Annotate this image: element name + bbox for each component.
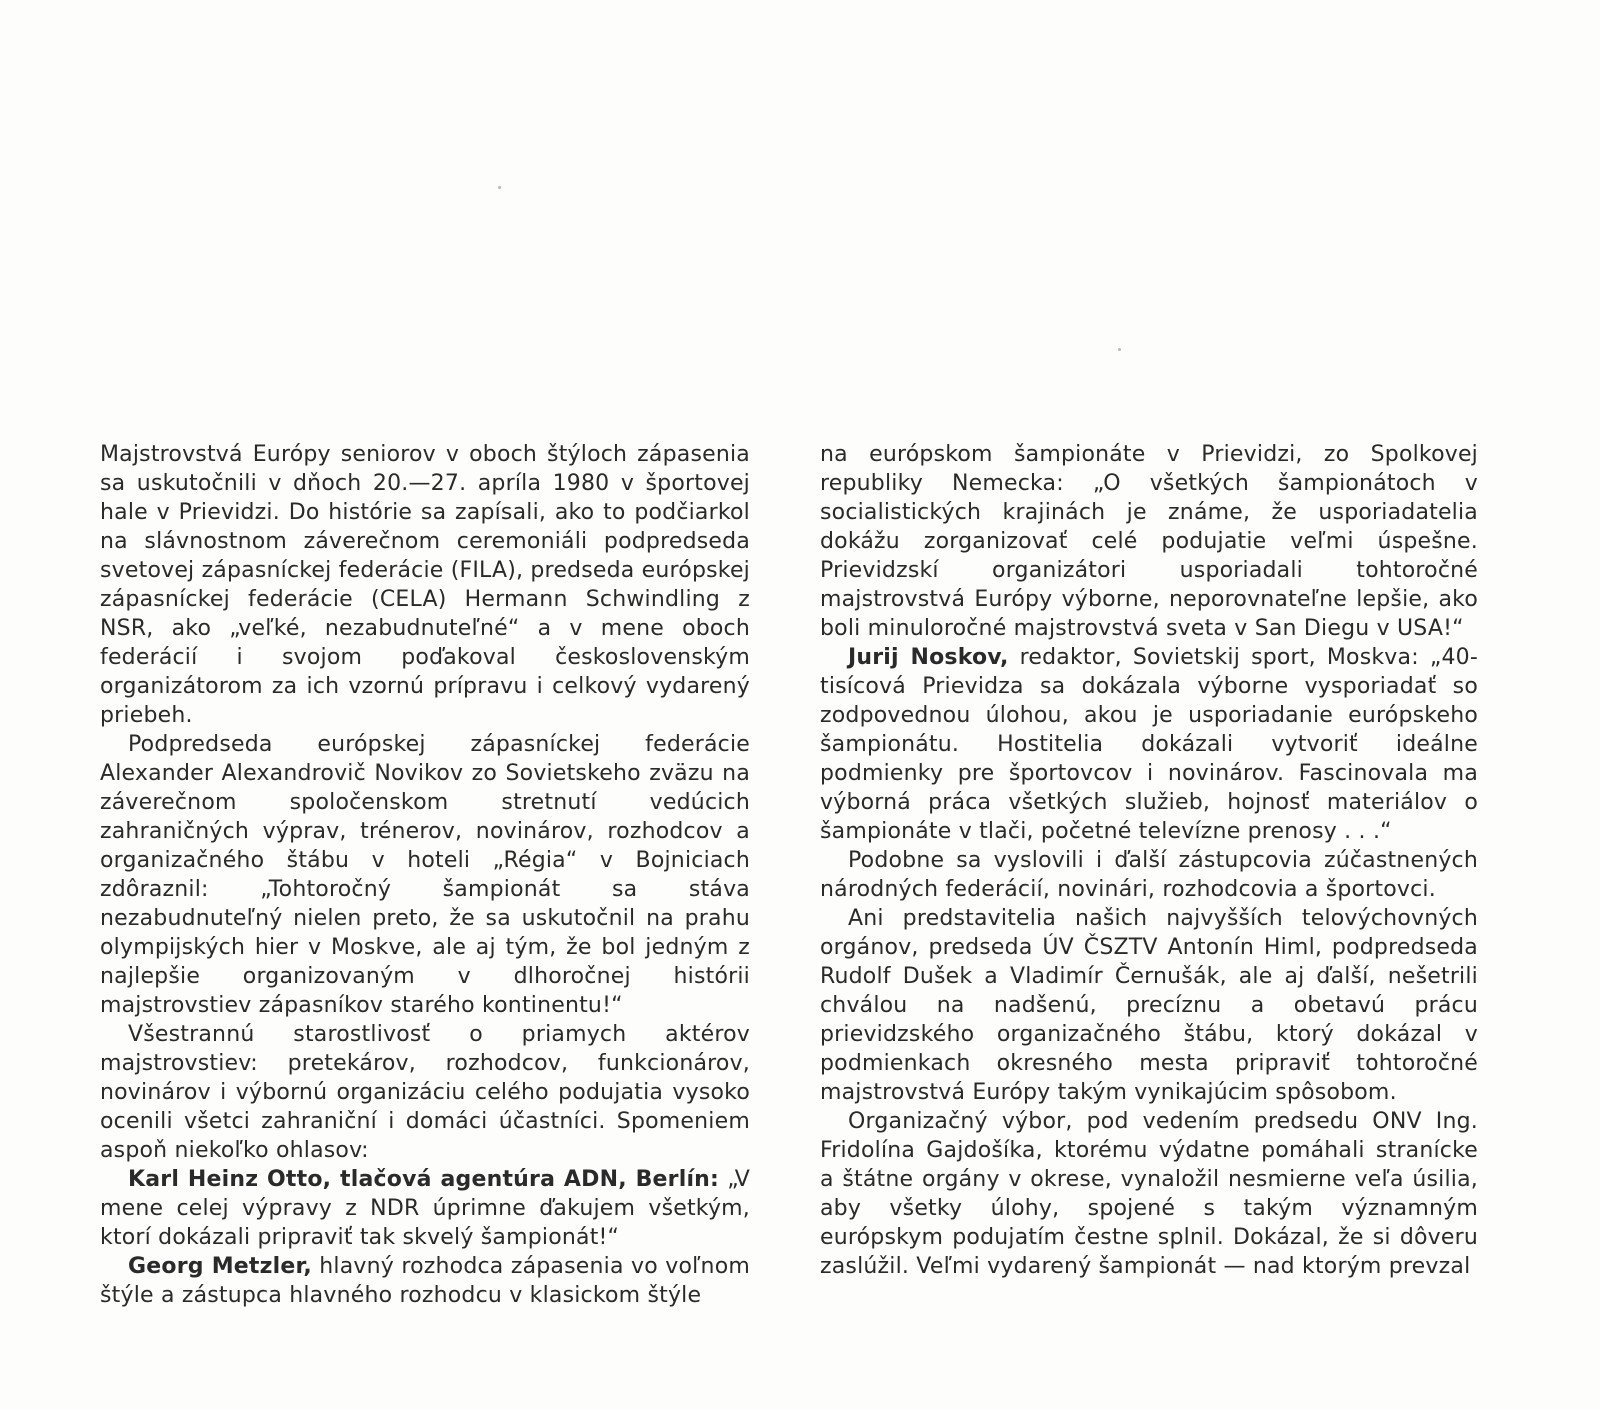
paragraph: Podobne sa vyslovili i ďalší zástupcovia zúčastnených národných federácií, novinári, rozhodcovia a športovci. bbox=[820, 848, 1478, 902]
paragraph: Majstrovstvá Európy seniorov v oboch štýloch zápasenia sa uskutočnili v dňoch 20.—27. apríla 1980 v športovej hale v Prievidzi. Do histórie sa zapísali, ako to podčiarkol na slávnostnom záverečnom ceremoniáli podpredseda svetovej zápasníckej federácie (FILA), predseda európskej zápasníckej federácie (CELA) Hermann Schwindling z NSR, ako „veľké, nezabudnuteľné“ a v mene oboch federácií i svojom poďakoval československým organizátorom za ich vzornú prípravu i celkový vydarený priebeh. bbox=[100, 442, 750, 728]
quote-text: redaktor, Sovietskij sport, Moskva: „40-tisícová Prievidza sa dokázala výborne vysporiadať so zodpovednou úlohou, akou je usporiadanie európskeho šampionátu. Hostitelia dokázali vytvoriť ideálne podmienky pre športovcov i novinárov. Fascinovala ma výborná práca všetkých služieb, hojnosť materiálov o šampionáte v tlači, početné televízne prenosy . . .“ bbox=[820, 645, 1478, 844]
quote-text: hlavný rozhodca zápasenia vo voľnom štýle a zástupca hlavného rozhodcu v klasickom štýle bbox=[100, 1254, 750, 1308]
quoted-person-name: Jurij Noskov, bbox=[848, 645, 1009, 670]
quote-paragraph bbox=[100, 1252, 750, 1310]
paragraph: Všestrannú starostlivosť o priamych aktérov majstrovstiev: pretekárov, rozhodcov, funkcionárov, novinárov i výbornú organizáciu celého podujatia vysoko ocenili všetci zahraniční i domáci účastníci. Spomeniem aspoň niekoľko ohlasov: bbox=[100, 1022, 750, 1163]
quoted-person-name: Karl Heinz Otto, tlačová agentúra ADN, Berlín: bbox=[128, 1167, 720, 1192]
quote-text: „V mene celej výpravy z NDR úprimne ďakujem všetkým, ktorí dokázali pripraviť tak skvelý šampionát!“ bbox=[100, 1167, 750, 1250]
quote-paragraph bbox=[100, 1165, 750, 1252]
left-text-column bbox=[100, 440, 750, 1310]
quote-paragraph bbox=[820, 643, 1478, 846]
paper-speck bbox=[1118, 348, 1121, 351]
paragraph: na európskom šampionáte v Prievidzi, zo Spolkovej republiky Nemecka: „O všetkých šampionátoch v socialistických krajinách je známe, že usporiadatelia dokážu zorganizovať celé podujatie veľmi úspešne. Prievidzskí organizátori usporiadali tohtoročné majstrovstvá Európy výborne, neporovnateľne lepšie, ako boli minuloročné majstrovstvá sveta v San Diegu v USA!“ bbox=[820, 442, 1478, 641]
paragraph: Ani predstavitelia našich najvyšších telovýchovných orgánov, predseda ÚV ČSZTV Antonín Himl, podpredseda Rudolf Dušek a Vladimír Černušák, ale aj ďalší, nešetrili chválou na nadšenú, precíznu a obetavú prácu prievidzského organizačného štábu, ktorý dokázal v podmienkach okresného mesta pripraviť tohtoročné majstrovstvá Európy takým vynikajúcim spôsobom. bbox=[820, 906, 1478, 1105]
right-text-column bbox=[820, 440, 1478, 1281]
paper-speck bbox=[498, 186, 501, 189]
quoted-person-name: Georg Metzler, bbox=[128, 1254, 312, 1279]
paragraph: Podpredseda európskej zápasníckej federácie Alexander Alexandrovič Novikov zo Sovietskeho zväzu na záverečnom spoločenskom stretnutí vedúcich zahraničných výprav, trénerov, novinárov, rozhodcov a organizačného štábu v hoteli „Régia“ v Bojniciach zdôraznil: „Tohtoročný šampionát sa stáva nezabudnuteľný nielen preto, že sa uskutočnil na prahu olympijských hier v Moskve, ale aj tým, že bol jedným z najlepšie organizovaným v dlhoročnej histórii majstrovstiev zápasníkov starého kontinentu!“ bbox=[100, 732, 750, 1018]
paragraph: Organizačný výbor, pod vedením predsedu ONV Ing. Fridolína Gajdošíka, ktorému výdatne pomáhali stranícke a štátne orgány v okrese, vynaložil nesmierne veľa úsilia, aby všetky úlohy, spojené s takým významným európskym podujatím čestne splnil. Dokázal, že si dôveru zaslúžil. Veľmi vydarený šampionát — nad ktorým prevzal bbox=[820, 1109, 1478, 1279]
